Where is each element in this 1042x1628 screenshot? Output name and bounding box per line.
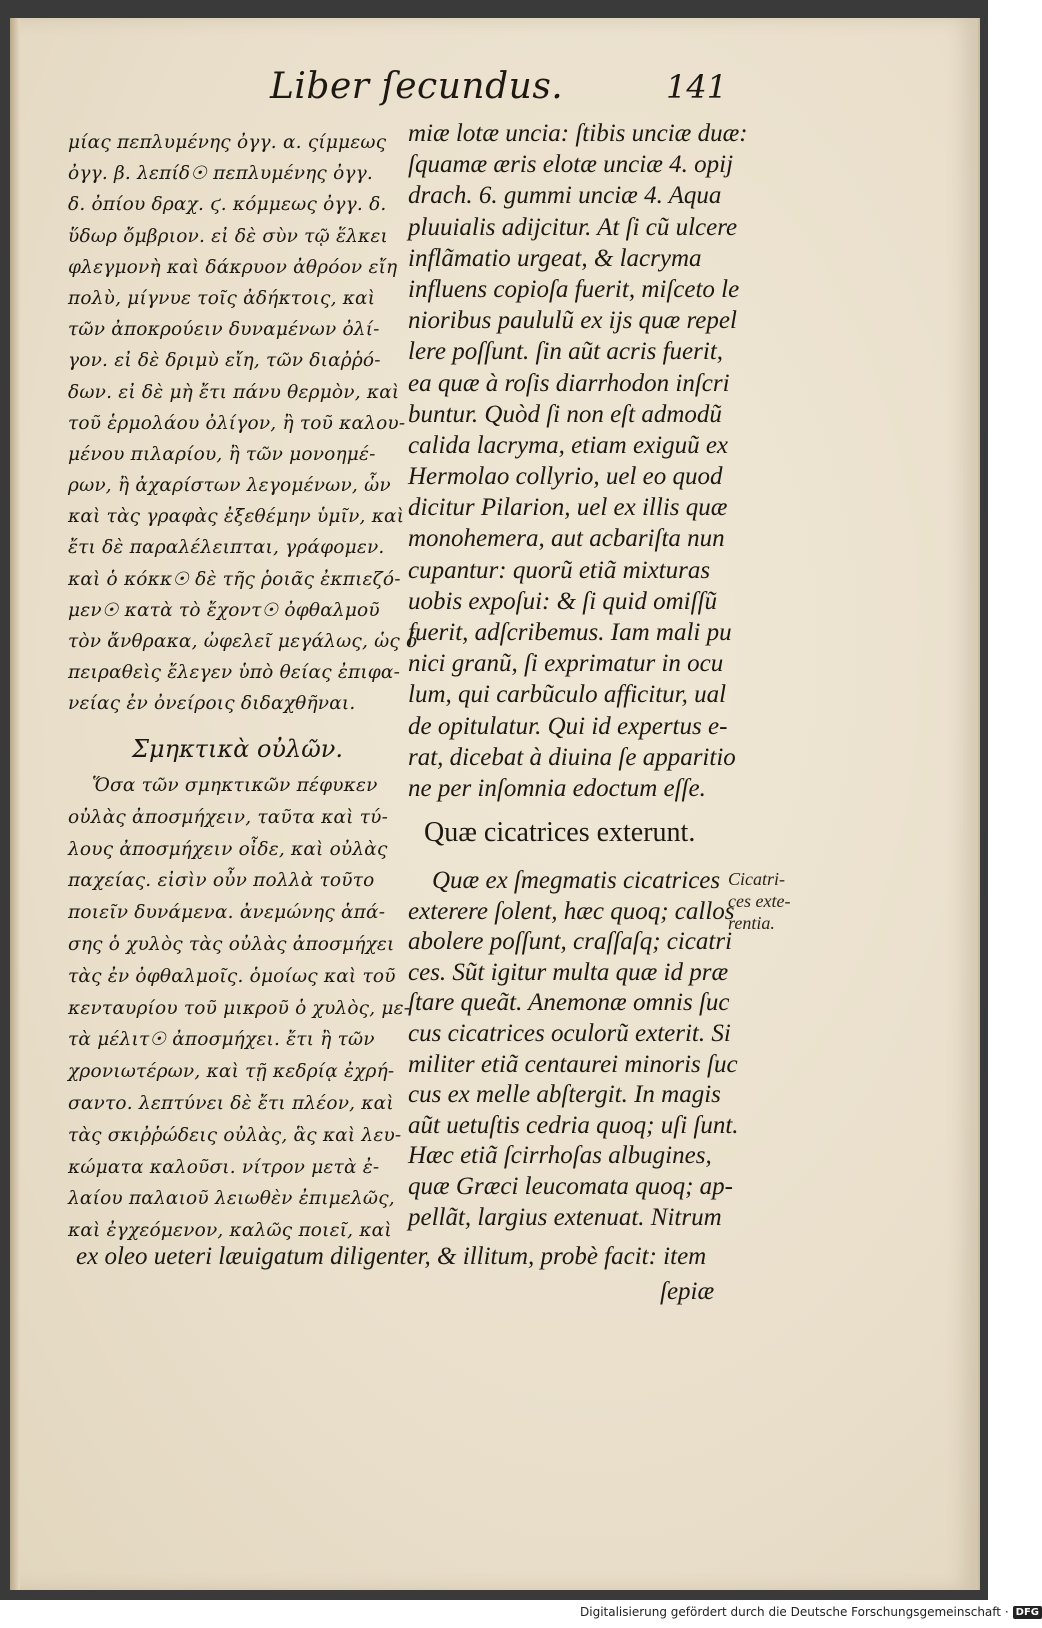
latin-line: rat, dicebat à diuina ſe apparitio — [408, 743, 736, 771]
latin-column-top — [408, 118, 748, 804]
latin-line: cus ex melle abſtergit. In magis — [408, 1081, 721, 1109]
greek-line: τὰ μέλιτ☉ ἀποσμήχει. ἔτι ἢ τῶν — [68, 1029, 375, 1051]
greek-line: λαίου παλαιοῦ λειωθὲν ἐπιμελῶς, — [68, 1188, 395, 1210]
latin-line: Quæ ex ſmegmatis cicatrices — [432, 867, 721, 894]
marginal-note — [728, 868, 838, 934]
page-gutter — [10, 18, 20, 1590]
latin-line: aũt uetuſtis cedria quoq; uſi ſunt. — [408, 1111, 739, 1139]
latin-line: cus cicatrices oculorũ exterit. Si — [408, 1019, 731, 1047]
latin-line: Hæc etiã ſcirrhoſas albugines, — [408, 1142, 712, 1170]
greek-line: σης ὁ χυλὸς τὰς οὐλὰς ἀποσμήχει — [68, 933, 395, 955]
greek-line: πολὺ, μίγνυε τοῖς ἀδήκτοις, καὶ — [68, 287, 376, 309]
latin-line: calida lacryma, etiam exiguũ ex — [408, 431, 729, 459]
latin-column-bottom — [408, 866, 739, 1233]
running-title: Liber ſecundus. — [270, 66, 564, 107]
greek-column-top — [68, 127, 418, 720]
greek-line: μίας πεπλυμένης ὀγγ. α. ςίμμεως — [68, 132, 387, 153]
footer-text: Digitalisierung gefördert durch die Deutsche Forschungsgemeinschaft · — [580, 1605, 1009, 1619]
marginal-line: Cicatri- — [728, 869, 785, 889]
latin-line: miæ lotæ uncia: ſtibis unciæ duæ: — [408, 120, 748, 147]
latin-line: monohemera, aut acbariſta nun — [408, 525, 725, 553]
latin-line: ea quæ à roſis diarrhodon inſcri — [408, 369, 730, 397]
marginal-line: ces exte- — [728, 891, 791, 911]
latin-line: inflãmatio urgeat, & lacryma — [408, 244, 702, 272]
latin-line: lum, qui carbũculo afficitur, ual — [408, 681, 727, 709]
greek-line: καὶ τὰς γραφὰς ἐξεθέμην ὑμῖν, καὶ — [68, 506, 405, 528]
latin-line: drach. 6. gummi unciæ 4. Aqua — [408, 182, 722, 210]
greek-line: καὶ ὁ κόκκ☉ δὲ τῆς ῥοιᾶς ἐκπιεζό- — [68, 568, 401, 590]
page-number: 141 — [666, 68, 728, 106]
latin-line: lere poſſunt. ſin aũt acris fuerit, — [408, 338, 724, 366]
greek-line: πειραθεὶς ἔλεγεν ὑπὸ θείας ἐπιφα- — [68, 662, 401, 684]
greek-line: τῶν ἀποκρούειν δυναμένων ὀλί- — [68, 319, 380, 341]
greek-line: οὐλὰς ἀποσμήχειν, ταῦτα καὶ τύ- — [68, 806, 389, 828]
greek-section-heading: Σμηκτικὰ οὐλῶν. — [132, 735, 343, 763]
latin-line: pellãt, largius extenuat. Nitrum — [408, 1203, 722, 1231]
greek-line: μεν☉ κατὰ τὸ ἔχοντ☉ ὀφθαλμοῦ — [68, 599, 380, 621]
latin-line: ne per inſomnia edoctum eſſe. — [408, 774, 706, 802]
greek-line: ποιεῖν δυνάμενα. ἀνεμώνης ἁπά- — [68, 902, 386, 924]
latin-line: ſtare queãt. Anemonæ omnis ſuc — [408, 989, 730, 1017]
greek-line: παχείας. εἰσὶν οὖν πολλὰ τοῦτο — [68, 870, 375, 892]
latin-line: abolere poſſunt, craſſaſq; cicatri — [408, 928, 733, 956]
latin-line: pluuialis adijcitur. At ſi cũ ulcere — [408, 213, 738, 241]
greek-line: ὕδωρ ὄμβριον. εἰ δὲ σὺν τῷ ἕλκει — [68, 225, 388, 247]
greek-line: τοῦ ἑρμολάου ὀλίγον, ἢ τοῦ καλου- — [68, 412, 406, 434]
latin-line: influens copioſa fuerit, miſceto le — [408, 275, 740, 303]
digitization-footer — [580, 1602, 1042, 1622]
latin-section-heading: Quæ cicatrices exterunt. — [424, 817, 696, 848]
catchword: ſepiæ — [660, 1278, 715, 1305]
page-header — [270, 66, 730, 126]
greek-line: ρων, ἢ ἀχαρίστων λεγομένων, ὧν — [68, 475, 391, 497]
greek-column-bottom — [68, 770, 411, 1247]
greek-line: τὰς ἐν ὀφθαλμοῖς. ὁμοίως καὶ τοῦ — [68, 965, 396, 987]
greek-line: φλεγμονὴ καὶ δάκρυον ἀθρόον εἴη — [68, 256, 398, 278]
marginal-line: rentia. — [728, 913, 775, 933]
latin-line: uobis expoſui: & ſi quid omiſſũ — [408, 587, 718, 615]
greek-line: ἔτι δὲ παραλέλειπται, γράφομεν. — [68, 537, 385, 559]
latin-line: de opitulatur. Qui id expertus e- — [408, 712, 728, 740]
greek-line: δ. ὀπίου δραχ. ϛ. κόμμεως ὀγγ. δ. — [68, 194, 387, 216]
latin-line: Hermolao collyrio, uel eo quod — [408, 463, 723, 491]
dfg-logo: DFG — [1013, 1606, 1042, 1619]
latin-line: ces. Sũt igitur multa quæ id præ — [408, 958, 729, 986]
full-width-line: ex oleo ueteri læuigatum diligenter, & illitum, probè facit: item — [76, 1243, 707, 1270]
greek-line: ὀγγ. β. λεπίδ☉ πεπλυμένης ὀγγ. — [68, 163, 374, 185]
greek-line: χρονιωτέρων, καὶ τῇ κεδρίᾳ ἐχρή- — [68, 1061, 395, 1083]
latin-line: quæ Græci leucomata quoq; ap- — [408, 1172, 733, 1200]
latin-line: fuerit, adſcribemus. Iam mali pu — [408, 619, 732, 646]
greek-line: τὰς σκιῤῥώδεις οὐλὰς, ἃς καὶ λευ- — [68, 1124, 402, 1146]
greek-line: λους ἀποσμήχειν οἶδε, καὶ οὐλὰς — [68, 838, 388, 860]
greek-line: νείας ἐν ὀνείροις διδαχθῆναι. — [68, 693, 356, 715]
latin-line: dicitur Pilarion, uel ex illis quæ — [408, 494, 728, 522]
latin-line: cupantur: quorũ etiã mixturas — [408, 556, 711, 584]
greek-line: τὸν ἄνθρακα, ὠφελεῖ μεγάλως, ὡς ὁ — [68, 631, 418, 652]
latin-line: nici granũ, ſi exprimatur in ocu — [408, 650, 724, 678]
latin-line: buntur. Quòd ſi non eſt admodũ — [408, 400, 722, 428]
latin-line: nioribus paululũ ex ijs quæ repel — [408, 307, 737, 335]
greek-line: κώματα καλοῦσι. νίτρον μετὰ ἐ- — [68, 1156, 380, 1178]
latin-line: ſquamæ æris elotæ unciæ 4. opij — [408, 151, 734, 179]
greek-line: κενταυρίου τοῦ μικροῦ ὁ χυλὸς, με- — [68, 997, 411, 1019]
greek-line: δων. εἰ δὲ μὴ ἔτι πάνυ θερμὸν, καὶ — [68, 381, 400, 403]
greek-line: Ὅσα τῶν σμηκτικῶν πέφυκεν — [92, 775, 378, 796]
greek-line: καὶ ἐγχεόμενον, καλῶς ποιεῖ, καὶ — [68, 1220, 392, 1242]
latin-line: militer etiã centaurei minoris ſuc — [408, 1050, 738, 1078]
greek-line: μένου πιλαρίου, ἢ τῶν μονοημέ- — [68, 443, 376, 465]
latin-line: exterere ſolent, hæc quoq; callos — [408, 897, 735, 925]
greek-line: σαντο. λεπτύνει δὲ ἔτι πλέον, καὶ — [68, 1092, 394, 1114]
greek-line: γον. εἰ δὲ δριμὺ εἴη, τῶν διαῤῥό- — [68, 350, 381, 372]
